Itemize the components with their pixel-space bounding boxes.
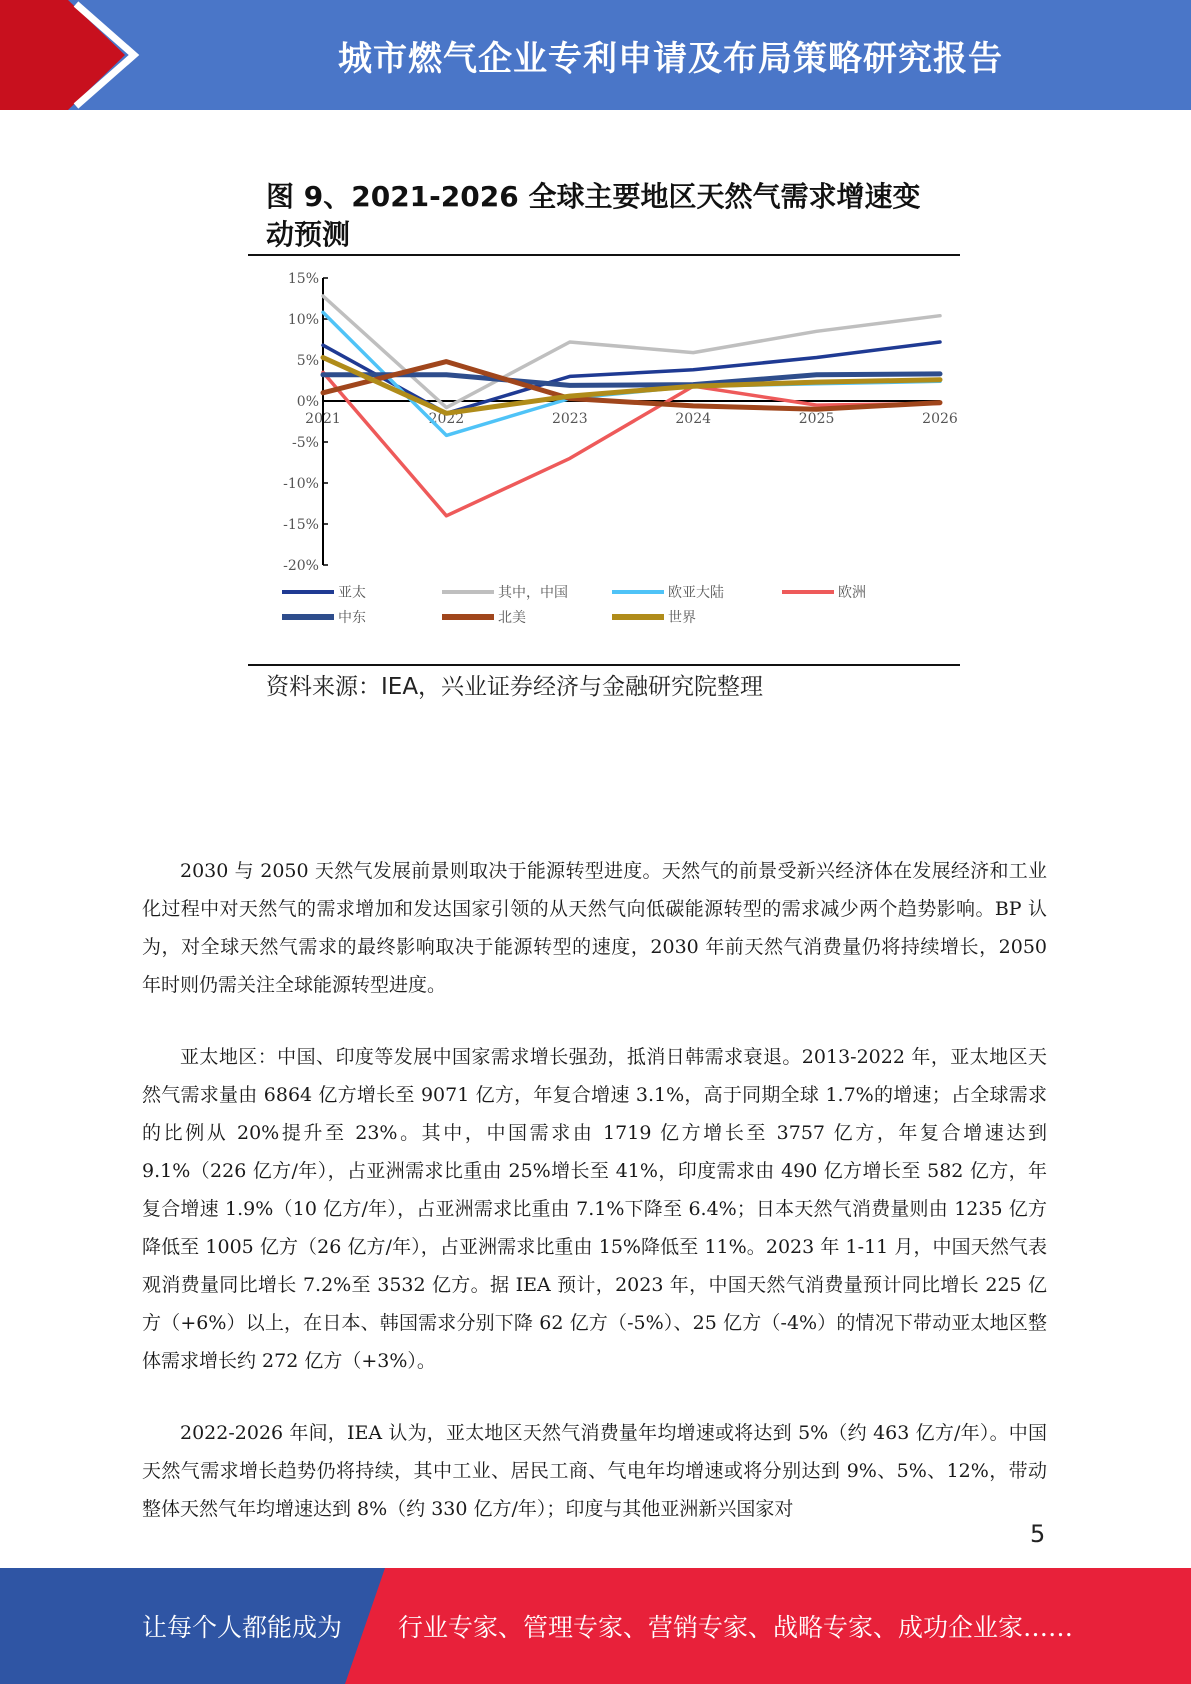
footer-band xyxy=(0,1568,1191,1684)
legend-label: 其中，中国 xyxy=(498,585,568,601)
footer-slogan-right: 行业专家、管理专家、营销专家、战略专家、成功企业家…… xyxy=(398,1613,1074,1642)
x-tick-label: 2026 xyxy=(922,411,958,427)
report-title: 城市燃气企业专利申请及布局策略研究报告 xyxy=(338,38,1003,79)
x-tick-label: 2022 xyxy=(428,411,465,427)
figure-top-rule xyxy=(248,254,960,256)
chart-series xyxy=(323,296,940,516)
legend-label: 中东 xyxy=(338,610,366,626)
chart-legend xyxy=(282,584,866,626)
legend-label: 北美 xyxy=(498,610,526,626)
x-tick-label: 2024 xyxy=(675,411,712,427)
footer-slogan-left: 让每个人都能成为 xyxy=(142,1613,343,1642)
y-tick-label: -15% xyxy=(283,517,319,533)
y-tick-label: 0% xyxy=(296,394,319,410)
legend-label: 亚太 xyxy=(338,585,366,601)
figure-title: 图 9、2021-2026 全球主要地区天然气需求增速变动预测 xyxy=(266,180,921,251)
y-tick-label: -5% xyxy=(292,435,319,451)
paragraph: 亚太地区：中国、印度等发展中国家需求增长强劲，抵消日韩需求衰退。2013-2022 年，亚太地区天然气需求量由 6864 亿方增长至 9071 亿方，年复合增速 3.1%，高于同期全球 1.7%的增速；占全球需求的比例从 20%提升至 23%。其中，中国需求由 1719 亿方增长至 3757 亿方，年复合增速达到 9.1%（226 亿方/年），占亚洲需求比重由 25%增长至 41%，印度需求由 490 亿方增长至 582 亿方，年复合增速 1.9%（10 亿方/年），占亚洲需求比重由 7.1%下降至 6.4%；日本天然气消费量则由 1235 亿方降低至 1005 亿方（26 亿方/年），占亚洲需求比重由 15%降低至 11%。2023 年 1-11 月，中国天然气表观消费量同比增长 7.2%至 3532 亿方。据 IEA 预计，2023 年，中国天然气消费量预计同比增长 225 亿方（+6%）以上，在日本、韩国需求分别下降 62 亿方（-5%）、25 亿方（-4%）的情况下带动亚太地区整体需求增长约 272 亿方（+3%）。 xyxy=(142,1046,1047,1372)
x-tick-label: 2023 xyxy=(551,411,588,427)
x-tick-label: 2021 xyxy=(305,411,341,427)
figure-bottom-rule xyxy=(248,664,960,666)
paragraph: 2022-2026 年间，IEA 认为，亚太地区天然气消费量年均增速或将达到 5%（约 463 亿方/年）。中国天然气需求增长趋势仍将持续，其中工业、居民工商、气电年均增速或将分别达到 9%、5%、12%，带动整体天然气年均增速达到 8%（约 330 亿方/年）；印度与其他亚洲新兴国家对 xyxy=(142,1422,1047,1520)
x-tick-label: 2025 xyxy=(798,411,835,427)
figure-source: 资料来源：IEA，兴业证券经济与金融研究院整理 xyxy=(266,674,764,700)
y-tick-label: 10% xyxy=(287,312,319,328)
body-text xyxy=(142,852,1047,1562)
y-tick-label: 15% xyxy=(287,271,319,287)
y-tick-label: 5% xyxy=(296,353,319,369)
header-band xyxy=(0,0,1191,110)
paragraph: 2030 与 2050 天然气发展前景则取决于能源转型进度。天然气的前景受新兴经济体在发展经济和工业化过程中对天然气的需求增加和发达国家引领的从天然气向低碳能源转型的需求减少两个趋势影响。BP 认为，对全球天然气需求的最终影响取决于能源转型的速度，2030 年前天然气消费量仍将持续增长，2050 年时则仍需关注全球能源转型进度。 xyxy=(142,860,1047,996)
page-number: 5 xyxy=(1030,1520,1046,1548)
legend-label: 世界 xyxy=(668,610,696,626)
y-tick-label: -20% xyxy=(283,558,319,574)
legend-label: 欧亚大陆 xyxy=(668,585,724,601)
line-chart xyxy=(250,262,960,662)
y-tick-label: -10% xyxy=(283,476,319,492)
header-arrow-icon xyxy=(0,0,160,110)
legend-label: 欧洲 xyxy=(838,585,866,601)
